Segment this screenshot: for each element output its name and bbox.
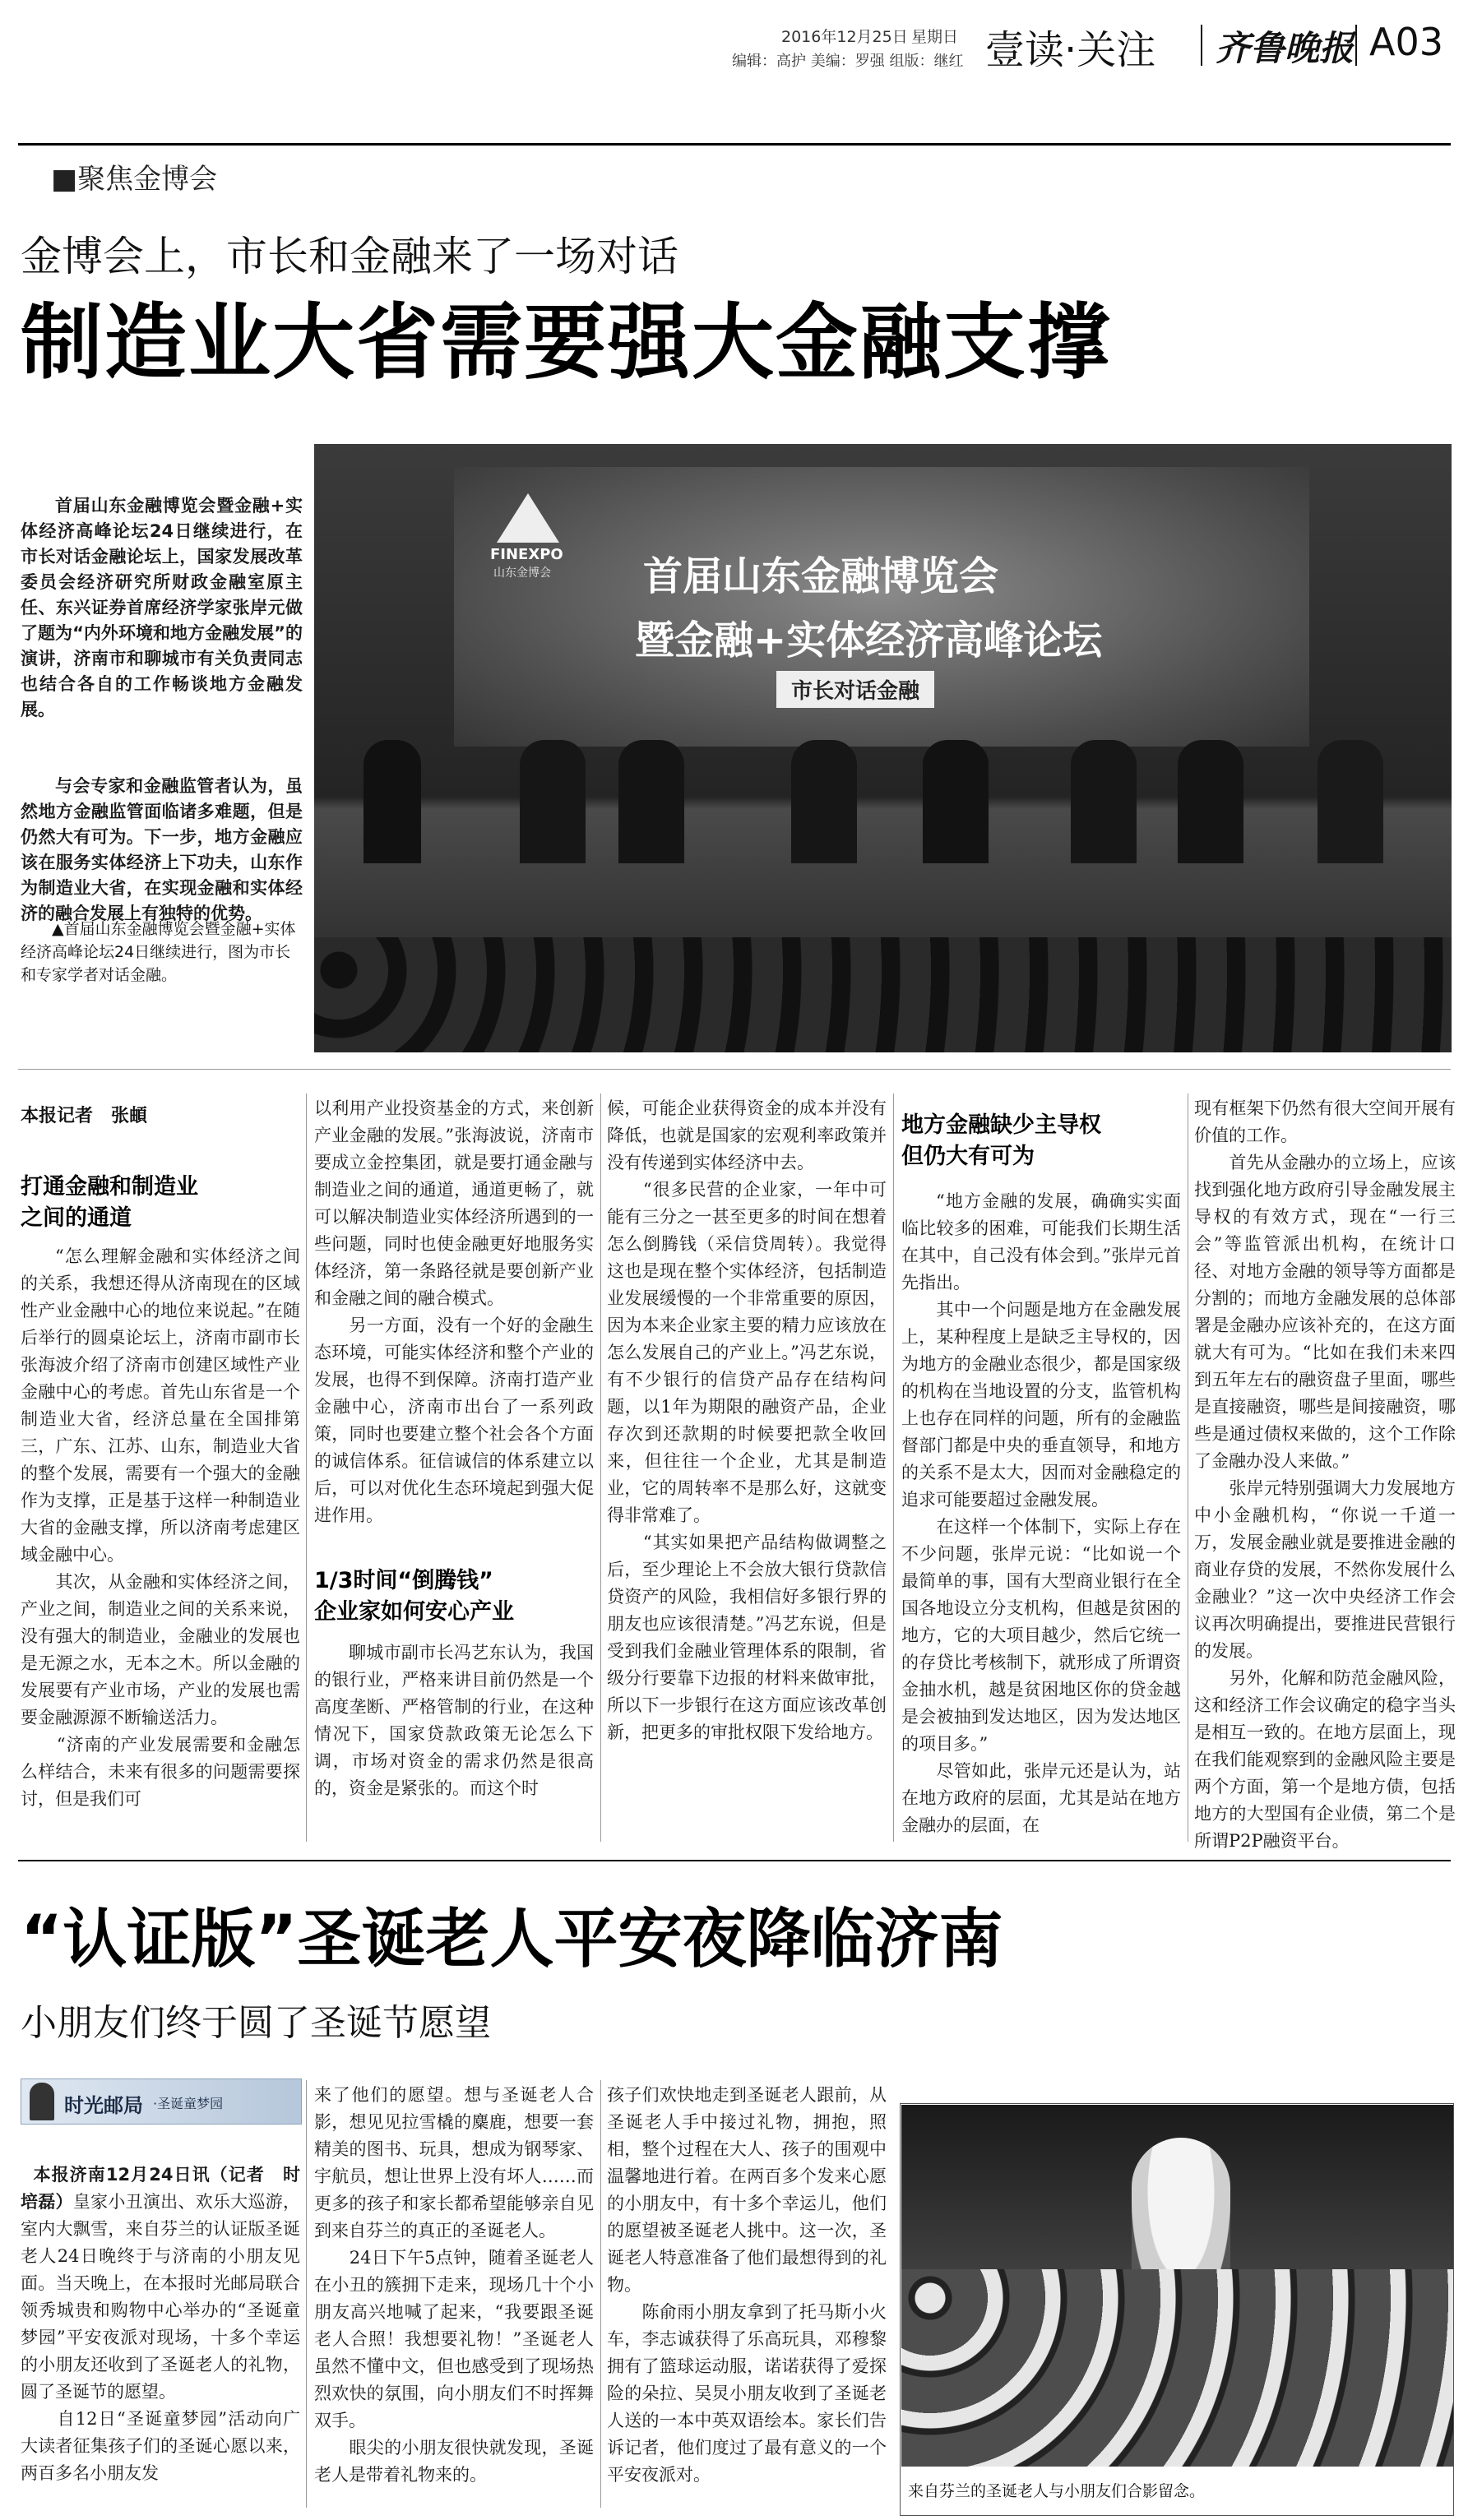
- photo-caption-story1: ▲首届山东金融博览会暨金融+实体经济高峰论坛24日继续进行，图为市长和专家学者对话金融。: [21, 920, 296, 984]
- finexpo-logo-subtext: 山东金博会: [493, 566, 551, 580]
- header-divider-2: [1355, 25, 1357, 66]
- finexpo-logo-icon: [497, 493, 559, 543]
- headline: 制造业大省需要强大金融支撑: [21, 294, 1111, 391]
- byline: 本报记者 张頔: [21, 1106, 148, 1126]
- column-rule: [306, 2080, 307, 2508]
- issue-date: 2016年12月25日: [781, 28, 908, 46]
- story1-photo-rule: [18, 1069, 1451, 1070]
- column-rule: [306, 1094, 307, 1842]
- kicker: 金博会上，市长和金融来了一场对话: [21, 233, 678, 280]
- subheading-2: 1/3时间“倒腾钱” 企业家如何安心产业: [314, 1568, 514, 1625]
- story2-column-2: 来了他们的愿望。想与圣诞老人合影，想见见拉雪橇的麋鹿，想要一套精美的图书、玩具，想成为钢琴家、宇航员，想让世界上没有坏人……而更多的孩子和家长都希望能够亲自见到来自芬兰的真正的圣诞老人。 24日下午5点钟，随着圣诞老人在小丑的簇拥下走来，现场几十个小朋友高兴地喊了起来，“我要跟圣诞老人合照！我想要礼物！”圣诞老人虽然不懂中文，但也感受到了现场热烈欢快的氛围，向小朋友们不时挥舞双手。 眼尖的小朋友很快就发现，圣诞老人是带着礼物来的。: [314, 2085, 594, 2485]
- lead-text: [21, 442, 303, 923]
- editors-line: 编辑：高护 美编：罗强 组版：继红: [732, 53, 964, 70]
- header-rule: [18, 143, 1451, 146]
- header-divider: [1201, 25, 1202, 66]
- story2-headline: “认证版”圣诞老人平安夜降临济南: [21, 1903, 1003, 1977]
- story1-column-2-cont: 聊城市副市长冯艺东认为，我国的银行业，严格来讲目前仍然是一个高度垄断、严格管制的行业，在这种情况下，国家贷款政策无论怎么下调，市场对资金的需求仍然是很高的，资金是紧张的。而这个时: [314, 1643, 594, 1798]
- paper-name-logo: 齐鲁晚报: [1216, 28, 1355, 68]
- story1-column-5: 现有框架下仍然有很大空间开展有价值的工作。 首先从金融办的立场上，应该找到强化地方政府引导金融发展主导权的有效方式，现在“一行三会”等监管派出机构，在统计口径、对地方金融的领导等方面都是分割的；而地方金融发展的总体部署是金融办应该补充的，在这方面就大有可为。“比如在我们未来四到五年左右的融资盘子里面，哪些是直接融资，哪些是间接融资，哪些是通过债权来做的，这个工作除了金融办没人来做。” 张岸元特别强调大力发展地方中小金融机构，“你说一千道一万，发展金融业就是要推进金融的商业存贷的发展，不然你发展什么金融业？”这一次中央经济工作会议再次明确提出，要推进民营银行的发展。 另外，化解和防范金融风险，这和经济工作会议确定的稳字当头是相互一致的。在地方层面上，现在我们能观察到的金融风险主要是两个方面，第一个是地方债，包括地方的大型国有企业债，第二个是所谓P2P融资平台。: [1194, 1098, 1456, 1851]
- subheading-1: 打通金融和制造业 之间的通道: [21, 1174, 198, 1231]
- subheading-3: 地方金融缺少主导权 但仍大有可为: [901, 1112, 1101, 1169]
- column-rule: [893, 1094, 894, 1842]
- column-logo-text: 时光邮局: [64, 2094, 143, 2117]
- story-separator: [18, 1860, 1451, 1861]
- finexpo-logo-text: FINEXPO: [490, 546, 563, 563]
- audience-silhouettes: [314, 937, 1452, 1052]
- story2-subhead: 小朋友们终于圆了圣诞节愿望: [21, 2002, 491, 2044]
- banner-line-3: 市长对话金融: [776, 671, 934, 708]
- banner-line-1: 首届山东金融博览会: [643, 553, 999, 599]
- story1-column-3: 候，可能企业获得资金的成本并没有降低，也就是国家的宏观利率政策并没有传递到实体经济中去。 “很多民营的企业家，一年中可能有三分之一甚至更多的时间在想着怎么倒腾钱（采信贷周转）。我觉得这也是现在整个实体经济，包括制造业发展缓慢的一个非常重要的原因，因为本来企业家主要的精力应该放在怎么发展自己的产业上。”冯艺东说，有不少银行的信贷产品存在结构问题，以1年为期限的融资产品，企业存次到还款期的时候要把款全收回来，但往往一个企业，尤其是制造业，它的周转率不是那么好，这就变得非常难了。 “其实如果把产品结构做调整之后，至少理论上不会放大银行贷款信贷资产的风险，我相信好多银行界的朋友也应该很清楚。”冯艺东说，但是受到我们金融业管理体系的限制，省级分行要靠下边报的材料来做审批，所以下一步银行在这方面应该改革创新，把更多的审批权限下发给地方。: [607, 1098, 887, 1742]
- story2-column-1: [21, 2134, 300, 2513]
- column-logo-subtext: ·圣诞童梦园: [153, 2096, 224, 2111]
- forum-photo: [314, 444, 1452, 1052]
- story2-column-1-text: 皇家小丑演出、欢乐大巡游，室内大飘雪，来自芬兰的认证版圣诞老人24日晚终于与济南的小朋友见面。当天晚上，在本报时光邮局联合领秀城贵和购物中心举办的“圣诞童梦园”平安夜派对现场，十多个幸运的小朋友还收到了圣诞老人的礼物，圆了圣诞节的愿望。 自12日“圣诞童梦园”活动向广大读者征集孩子们的圣诞心愿以来，两百多名小朋友发: [21, 2192, 301, 2483]
- page-number: A03: [1369, 20, 1444, 64]
- photo-caption-story2: 来自芬兰的圣诞老人与小朋友们合影留念。: [908, 2482, 1206, 2500]
- time-post-office-logo: [21, 2078, 302, 2125]
- lead-paragraph-1: 首届山东金融博览会暨金融+实体经济高峰论坛24日继续进行，在市长对话金融论坛上，国家发展改革委员会经济研究所财政金融室原主任、东兴证券首席经济学家张岸元做了题为“内外环境和地方金融发展”的演讲，济南市和聊城市有关负责同志也结合各自的工作畅谈地方金融发展。: [21, 496, 303, 719]
- column-rule: [600, 2080, 601, 2508]
- banner-line-2: 暨金融+实体经济高峰论坛: [635, 617, 1103, 664]
- section-label: ■聚焦金博会: [51, 163, 218, 196]
- story1-column-1: “怎么理解金融和实体经济之间的关系，我想还得从济南现在的区域性产业金融中心的地位来说起。”在随后举行的圆桌论坛上，济南市副市长张海波介绍了济南市创建区域性产业金融中心的考虑。首先山东省是一个制造业大省，经济总量在全国排第三，广东、江苏、山东，制造业大省的整个发展，需要有一个强大的金融作为支撑，正是基于这样一种制造业大省的金融支撑，所以济南考虑建区域金融中心。 其次，从金融和实体经济之间，产业之间，制造业之间的关系来说，没有强大的制造业，金融业的发展也是无源之水，无本之木。所以金融的发展要有产业市场，产业的发展也需要金融源源不断输送活力。 “济南的产业发展需要和金融怎么样结合，未来有很多的问题需要探讨，但是我们可: [21, 1246, 300, 1809]
- page-header: [0, 0, 1468, 78]
- story1-column-4: “地方金融的发展，确确实实面临比较多的困难，可能我们长期生活在其中，自己没有体会到。”张岸元首先指出。 其中一个问题是地方在金融发展上，某种程度上是缺乏主导权的，因为地方的金融业态很少，都是国家级的机构在当地设置的分支，监管机构上也存在同样的问题，所有的金融监督部门都是中央的垂直领导，和地方的关系不是太大，因而对金融稳定的追求可能要超过金融发展。 在这样一个体制下，实际上存在不少问题，张岸元说：“比如说一个最简单的事，国有大型商业银行在全国各地设立分支机构，但越是贫困的地方，它的大项目越少，然后它统一的存贷比考核制下，就形成了所谓资金抽水机，越是贫困地区你的贷金越是会被抽到发达地区，因为发达地区的项目多。” 尽管如此，张岸元还是认为，站在地方政府的层面，尤其是站在地方金融办的层面，在: [901, 1191, 1181, 1835]
- mailbox-icon: [30, 2083, 54, 2120]
- dateline: 本报济南12月24日讯（记者 时培磊）: [21, 2165, 300, 2212]
- santa-photo: [901, 2105, 1454, 2467]
- lead-paragraph-2: 与会专家和金融监管者认为，虽然地方金融监管面临诸多难题，但是仍然大有可为。下一步，地方金融应该在服务实体经济上下功夫，山东作为制造业大省，在实现金融和实体经济的融合发展上有独特的优势。: [21, 776, 303, 923]
- story1-column-2: 以利用产业投资基金的方式，来创新产业金融的发展。”张海波说，济南市要成立金控集团，就是要打通金融与制造业之间的通道，通道更畅了，就可以解决制造业实体经济所遇到的一些问题，同时也使金融更好地服务实体经济，第一条路径就是要创新产业和金融之间的融合模式。 另一方面，没有一个好的金融生态环境，可能实体经济和整个产业的发展，也得不到保障。济南打造产业金融中心，济南市出台了一系列政策，同时也要建立整个社会各个方面的诚信体系。征信诚信的体系建立以后，可以对优化生态环境起到强大促进作用。: [314, 1098, 594, 1525]
- section-title: 壹读·关注: [985, 27, 1156, 73]
- story2-column-3: 孩子们欢快地走到圣诞老人跟前，从圣诞老人手中接过礼物，拥抱，照相，整个过程在大人、孩子的围观中温馨地进行着。在两百多个发来心愿的小朋友中，有十多个幸运儿，他们的愿望被圣诞老人挑中。这一次，圣诞老人特意准备了他们最想得到的礼物。 陈俞雨小朋友拿到了托马斯小火车，李志诚获得了乐高玩具，邓穆黎拥有了篮球运动服，诺诺获得了爱探险的朵拉、吴炅小朋友收到了圣诞老人送的一本中英双语绘本。家长们告诉记者，他们度过了最有意义的一个平安夜派对。: [607, 2085, 887, 2485]
- children-group: [901, 2269, 1454, 2467]
- issue-weekday: 星期日: [911, 28, 959, 46]
- column-rule: [600, 1094, 601, 1842]
- panelist-silhouettes: [364, 740, 1408, 863]
